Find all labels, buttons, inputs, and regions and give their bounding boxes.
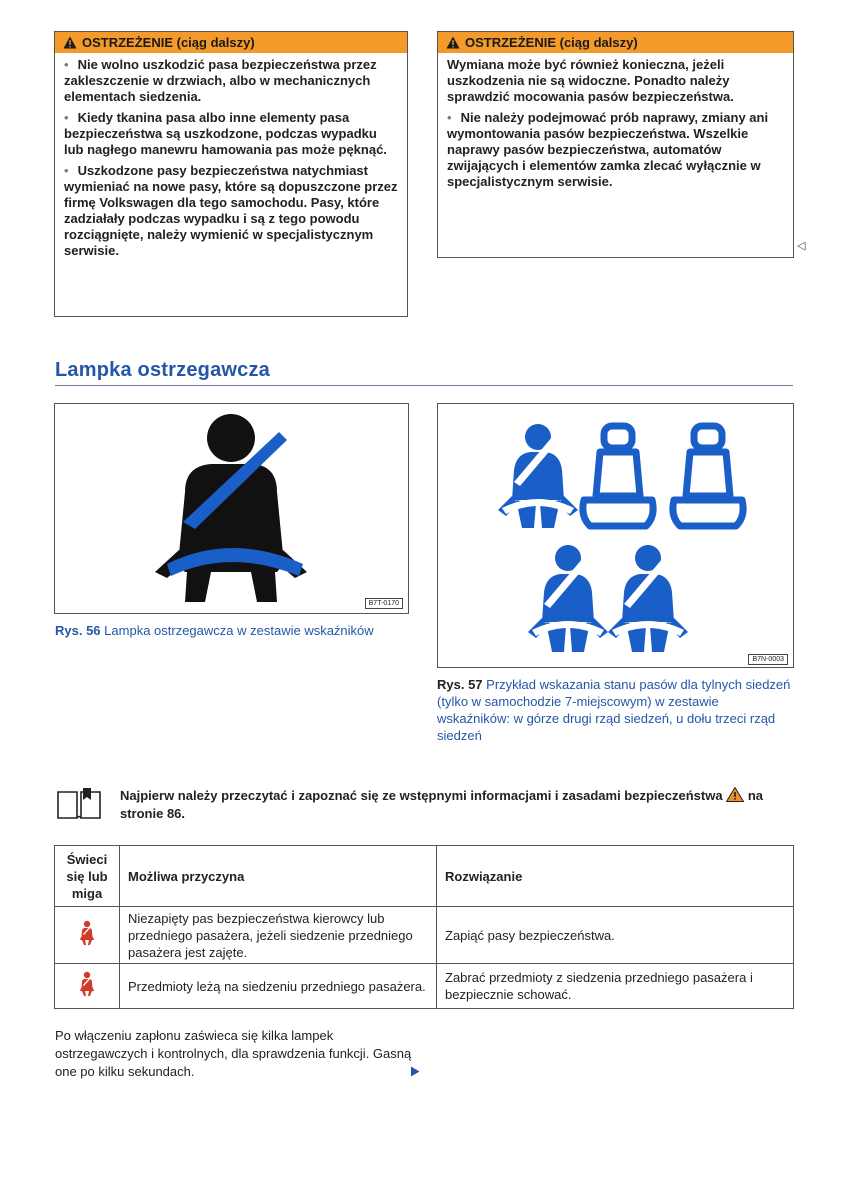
warning-item: • Nie należy podejmować prób naprawy, zmiany ani wymontowania pasów bezpieczeństwa. Wszelkie naprawy pasów bezpieczeństwa, automatów zwijających i elementów zamka zlecać wyłącznie w specjalistycznym serwisie. xyxy=(447,110,784,190)
table-cell-cause: Niezapięty pas bezpieczeństwa kierowcy lub przedniego pasażera, jeżeli siedzenie przedniego pasażera jest zajęte. xyxy=(120,907,437,964)
warning-item: • Uszkodzone pasy bezpieczeństwa natychmiast wymieniać na nowe pasy, które są dopuszczone przez firmę Volkswagen dla tego samochodu. Pasy, które zadziałały podczas wypadku i są z tego powodu rozciągnięte, należy wymienić w specjalistycznym serwisie. xyxy=(64,163,398,259)
column-header-cause: Możliwa przyczyna xyxy=(120,846,437,907)
warning-box-left xyxy=(54,31,408,317)
warning-triangle-icon xyxy=(726,787,744,802)
table-row xyxy=(55,907,794,964)
warning-box-right xyxy=(437,31,794,258)
table-header-row xyxy=(55,846,794,907)
figure-57-caption xyxy=(437,676,792,744)
column-header-solution: Rozwiązanie xyxy=(437,846,794,907)
figure-code: B7T-0170 xyxy=(365,598,403,609)
figure-56-caption xyxy=(55,622,410,639)
warning-triangle-icon xyxy=(63,36,77,49)
table-cell xyxy=(55,907,120,964)
table-cell-solution: Zabrać przedmioty z siedzenia przedniego pasażera i bezpiecznie schować. xyxy=(437,964,794,1009)
status-table xyxy=(54,845,794,1009)
footer-paragraph: Po włączeniu zapłonu zaświeca się kilka lampek ostrzegawczych i kontrolnych, dla sprawdzenia funkcji. Gasną one po kilku sekundach. xyxy=(55,1028,412,1079)
warning-item: • Kiedy tkanina pasa albo inne elementy pasa bezpieczeństwa są uszkodzone, podczas wypadku lub nagłego manewru hamowania pas może pęknąć. xyxy=(64,110,398,158)
occupant-belted-icon xyxy=(528,545,608,652)
caption-text: Przykład wskazania stanu pasów dla tylnych siedzeń (tylko w samochodzie 7-miejscowym) w zestawie wskaźników: w górze drugi rząd siedzeń, u dołu trzeci rząd siedzeń xyxy=(437,677,791,743)
section-title: Lampka ostrzegawcza xyxy=(55,359,270,381)
seatbelt-lamp-red-icon xyxy=(78,971,96,997)
seatbelt-lamp-red-icon xyxy=(78,920,96,946)
warning-triangle-icon xyxy=(446,36,460,49)
table-cell-cause: Przedmioty leżą na siedzeniu przedniego pasażera. xyxy=(120,964,437,1009)
occupant-belted-icon xyxy=(498,424,578,528)
warning-header xyxy=(438,32,793,53)
figure-label: Rys. 57 xyxy=(437,677,483,692)
warning-item: • Nie wolno uszkodzić pasa bezpieczeństwa przez zakleszczenie w drzwiach, albo w mechanicznych elementach siedzenia. xyxy=(64,57,398,105)
warning-body xyxy=(55,53,407,270)
book-icon xyxy=(55,786,103,820)
table-row xyxy=(55,964,794,1009)
table-cell xyxy=(55,964,120,1009)
warning-title: OSTRZEŻENIE (ciąg dalszy) xyxy=(465,35,638,50)
warning-title: OSTRZEŻENIE (ciąg dalszy) xyxy=(82,35,255,50)
warning-header xyxy=(55,32,407,53)
figure-code: B7N-0003 xyxy=(748,654,788,665)
table-cell-solution: Zapiąć pasy bezpieczeństwa. xyxy=(437,907,794,964)
figure-label: Rys. 56 xyxy=(55,623,101,638)
figure-56 xyxy=(54,403,409,614)
back-arrow-icon[interactable]: ◁ xyxy=(797,240,806,252)
figure-57 xyxy=(437,403,794,668)
caption-text: Lampka ostrzegawcza w zestawie wskaźników xyxy=(104,623,374,638)
note-text: Najpierw należy przeczytać i zapoznać się ze wstępnymi informacjami i zasadami bezpieczeństwa na stronie 86. xyxy=(120,788,763,821)
column-header-status: Świeci się lub miga xyxy=(55,846,120,907)
section-divider xyxy=(55,385,793,386)
seatbelt-warning-lamp-icon xyxy=(55,404,408,613)
next-page-arrow-icon[interactable] xyxy=(410,1066,420,1077)
empty-seat-icon xyxy=(673,426,743,526)
occupant-belted-icon xyxy=(608,545,688,652)
warning-body xyxy=(438,53,793,201)
rear-seat-belt-status-icon xyxy=(438,404,793,667)
empty-seat-icon xyxy=(583,426,653,526)
warning-paragraph: Wymiana może być również konieczna, jeżeli uszkodzenia nie są widoczne. Ponadto należy sprawdzić mocowania pasów bezpieczeństwa. xyxy=(447,57,734,104)
